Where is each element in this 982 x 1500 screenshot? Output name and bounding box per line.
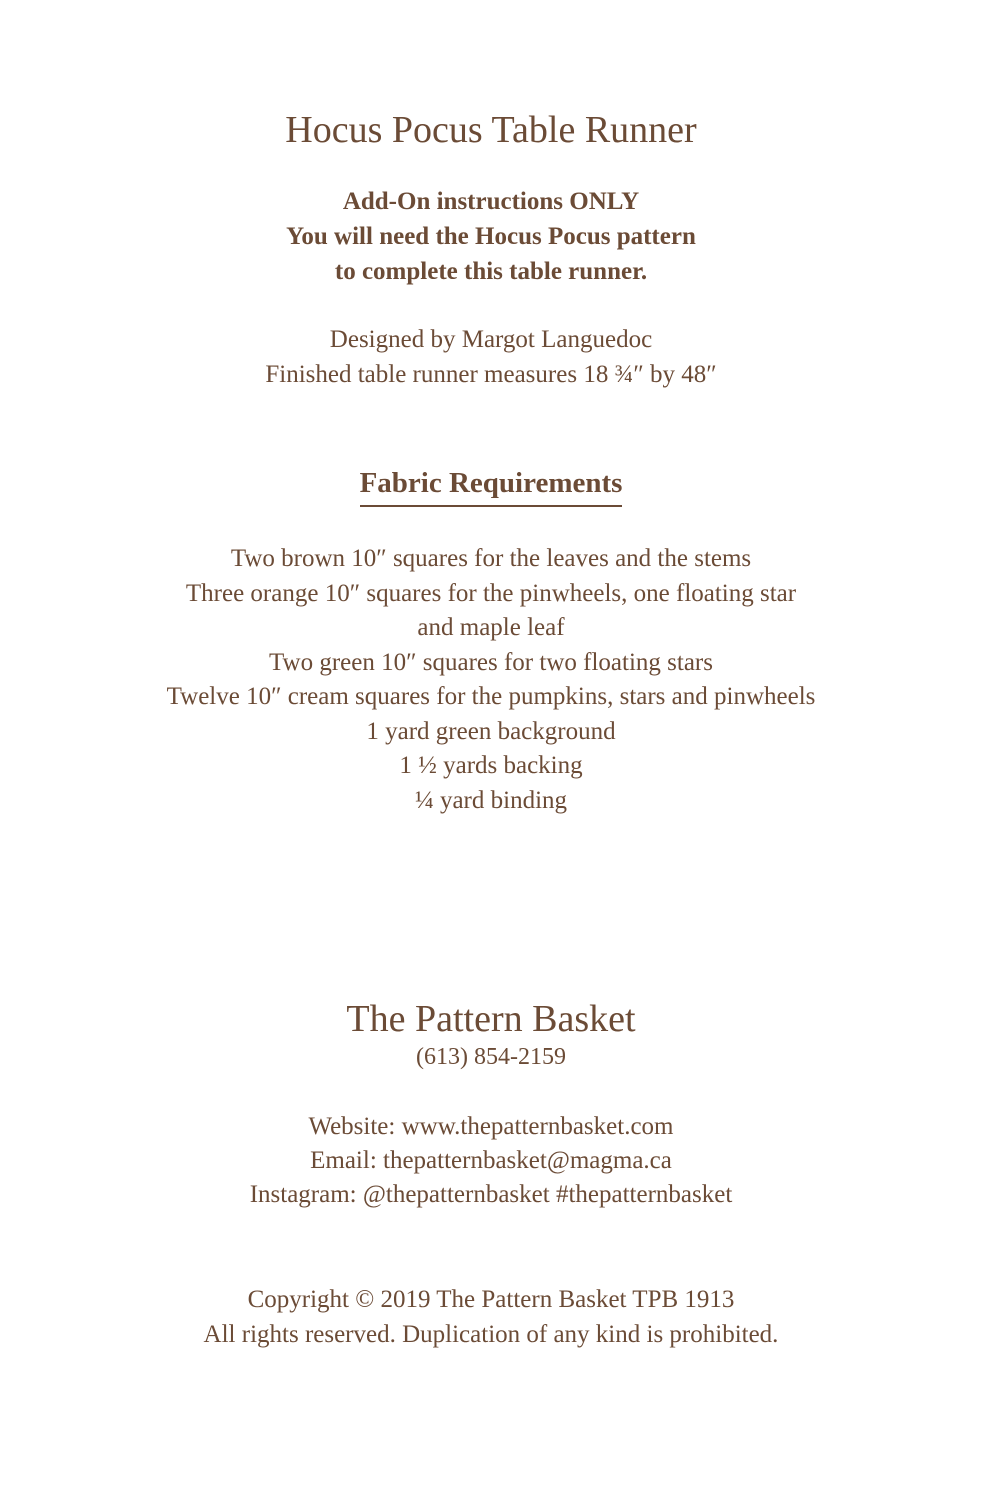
copyright-notice: Copyright © 2019 The Pattern Basket TPB 1913 xyxy=(247,1286,735,1313)
finished-size: Finished table runner measures 18 ¾″ by 48″ xyxy=(265,361,717,388)
designer-credit: Designed by Margot Languedoc xyxy=(329,326,653,353)
brand-name: The Pattern Basket xyxy=(346,998,636,1040)
requirement-item: Two green 10″ squares for two floating stars xyxy=(269,649,713,676)
requirement-item: and maple leaf xyxy=(417,614,565,641)
phone-number: (613) 854-2159 xyxy=(416,1044,566,1070)
requirement-item: ¼ yard binding xyxy=(414,787,568,814)
fabric-requirements-heading-text: Fabric Requirements xyxy=(360,463,623,507)
website-line: Website: www.thepatternbasket.com xyxy=(308,1113,674,1140)
addon-notice-line-3: to complete this table runner. xyxy=(334,258,648,285)
requirement-item: Two brown 10″ squares for the leaves and the stems xyxy=(230,545,752,572)
requirement-item: 1 ½ yards backing xyxy=(399,752,583,779)
requirement-item: Twelve 10″ cream squares for the pumpkins, stars and pinwheels xyxy=(166,683,816,710)
fabric-requirements-heading xyxy=(0,463,982,507)
requirement-item: 1 yard green background xyxy=(366,718,616,745)
requirement-item: Three orange 10″ squares for the pinwheels, one floating star xyxy=(185,580,797,607)
email-line: Email: thepatternbasket@magma.ca xyxy=(310,1147,672,1174)
addon-notice-line-2: You will need the Hocus Pocus pattern xyxy=(286,223,696,250)
instagram-line: Instagram: @thepatternbasket #thepatternbasket xyxy=(249,1181,733,1208)
page-title: Hocus Pocus Table Runner xyxy=(285,109,697,151)
rights-notice: All rights reserved. Duplication of any kind is prohibited. xyxy=(203,1321,779,1348)
addon-notice-line-1: Add-On instructions ONLY xyxy=(342,188,640,215)
